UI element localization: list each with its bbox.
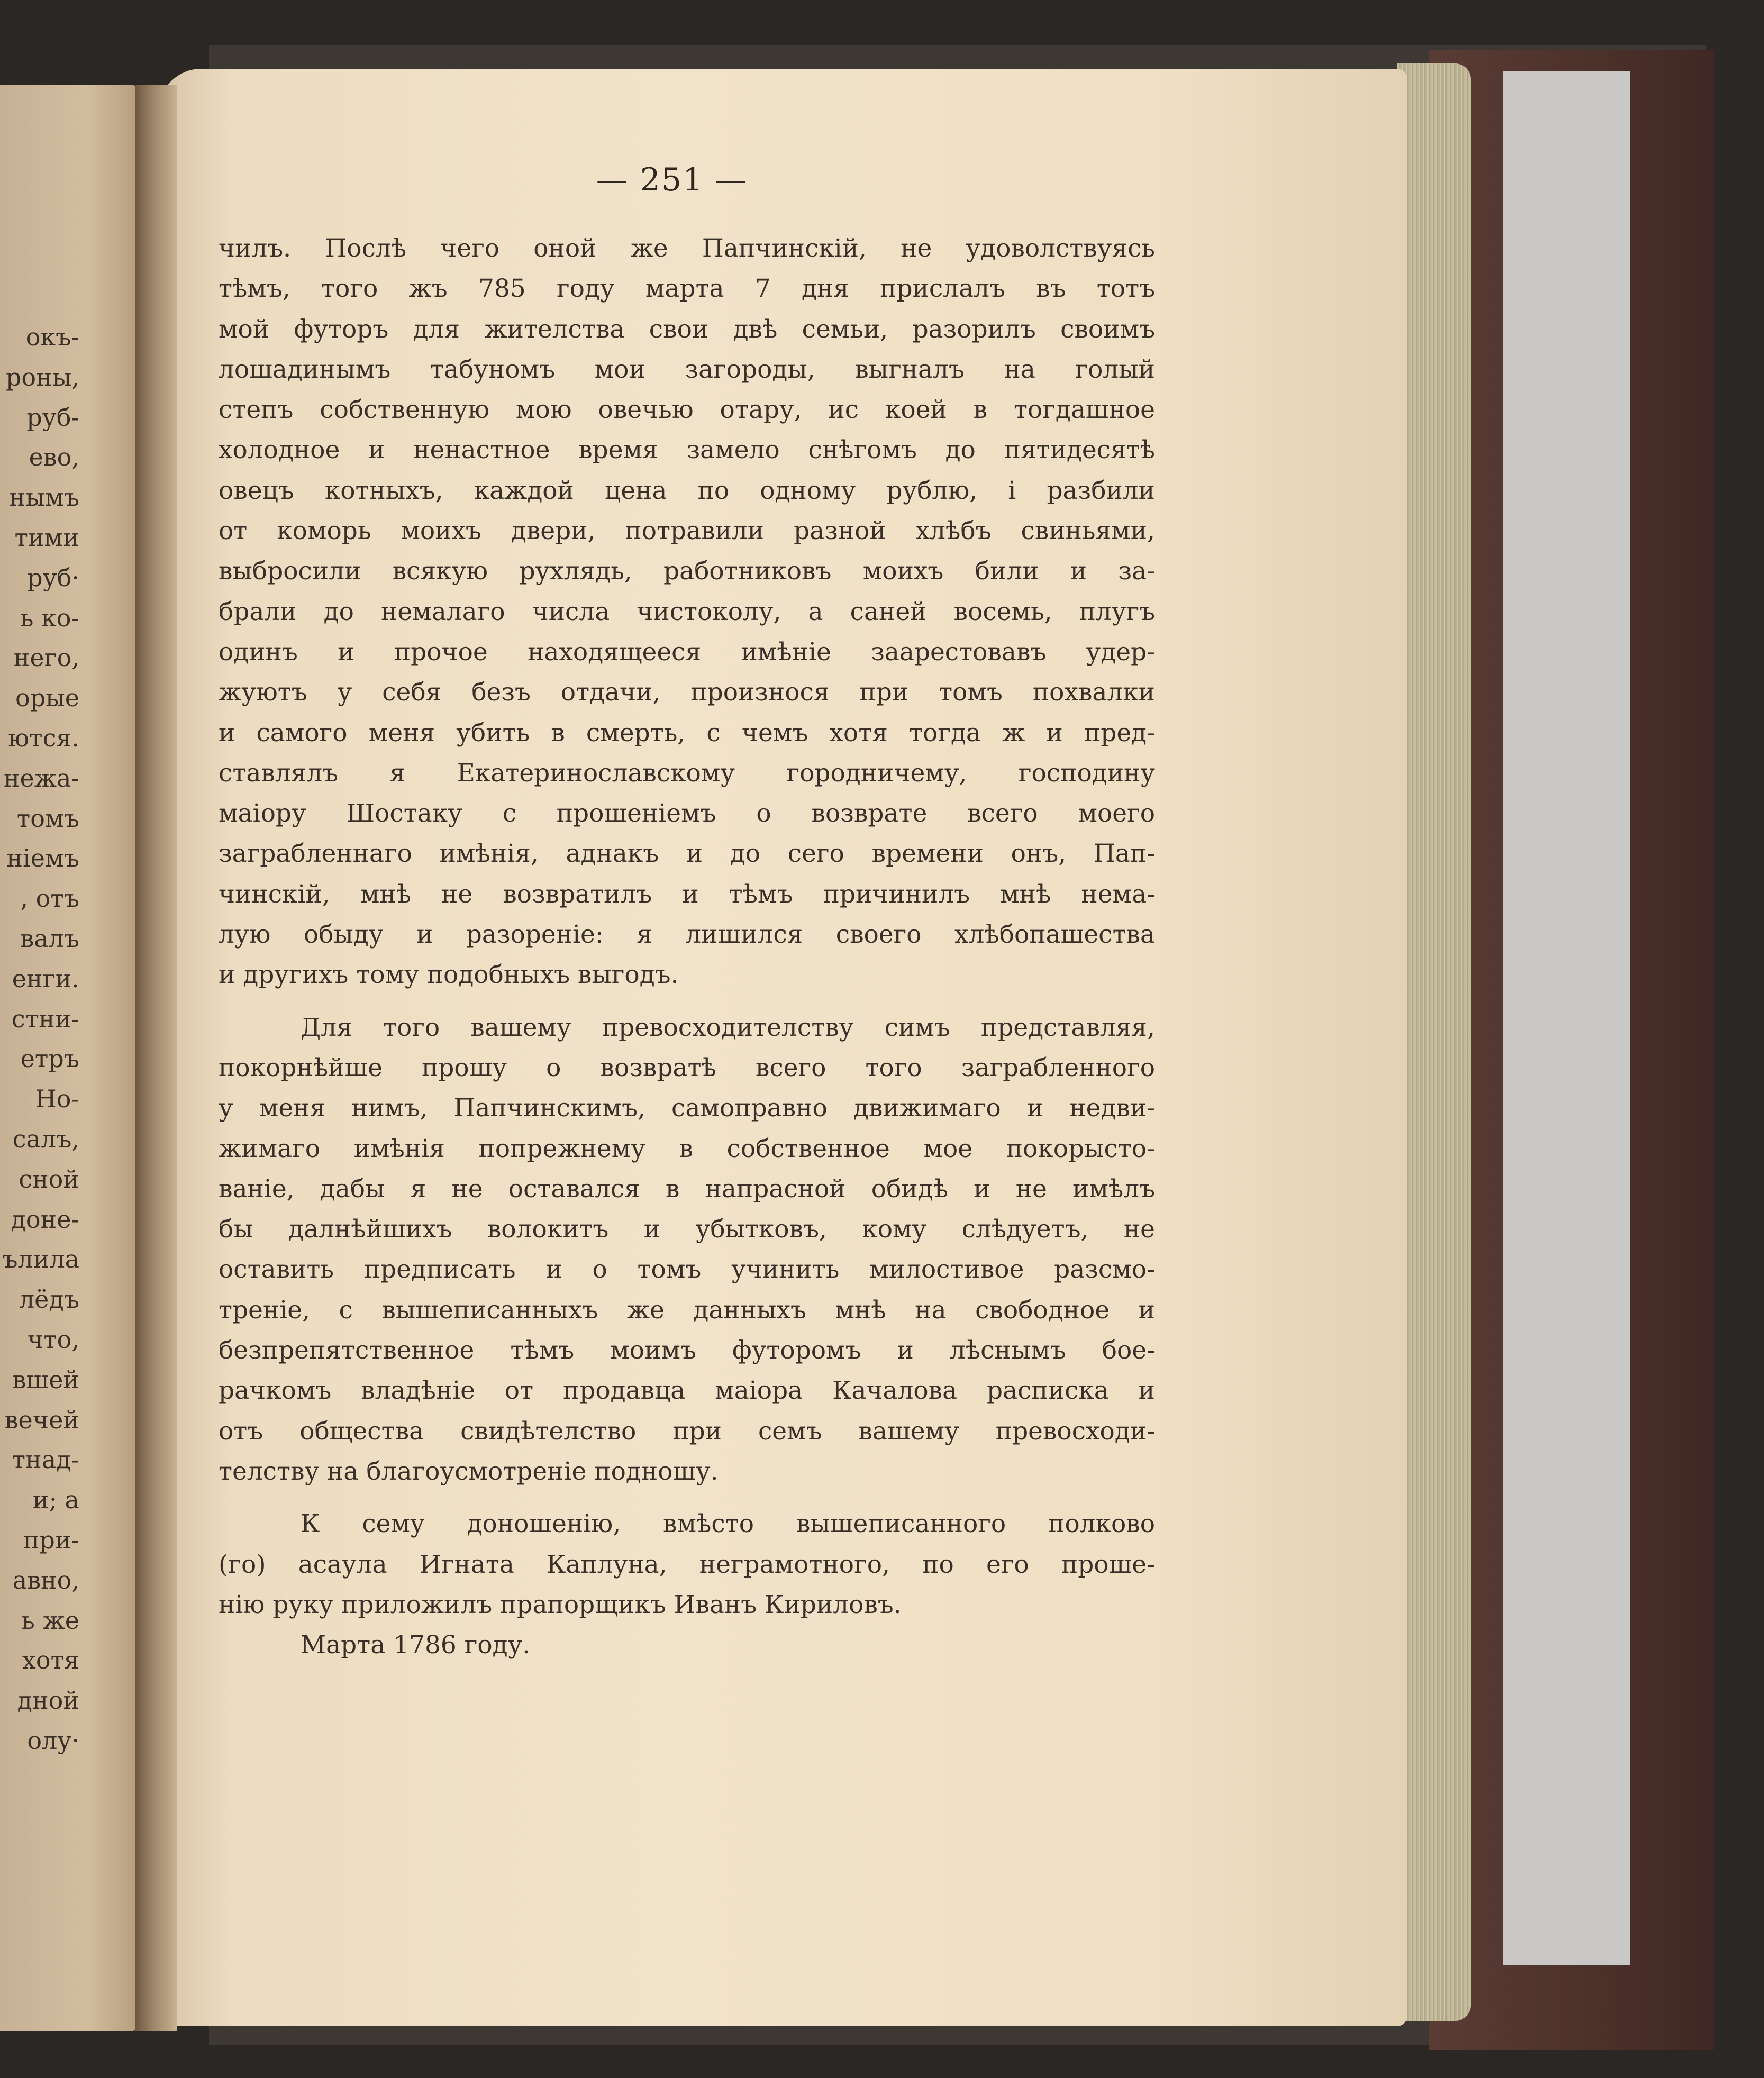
- text-line: маіору Шостаку с прошеніемъ о возврате всего моего: [219, 799, 1155, 828]
- document-body: [219, 229, 1155, 1665]
- left-page-line: валъ: [20, 924, 79, 953]
- left-page-line: тнад-: [12, 1445, 79, 1474]
- left-page-line: авно,: [12, 1565, 79, 1594]
- text-line: у меня нимъ, Папчинскимъ, самоправно движимаго и недви-: [219, 1093, 1155, 1123]
- text-line: заграбленнаго имѣнія, аднакъ и до сего времени онъ, Пап-: [219, 839, 1155, 869]
- left-page-line: вшей: [12, 1365, 79, 1394]
- text-line: выбросили всякую рухлядь, работниковъ моихъ били и за-: [219, 557, 1155, 586]
- text-line: лошадинымъ табуномъ мои загороды, выгналъ на голый: [219, 354, 1155, 384]
- text-line: нію руку приложилъ прапорщикъ Иванъ Кириловъ.: [219, 1590, 902, 1619]
- left-page-line: при-: [23, 1525, 79, 1554]
- text-line: телству на благоусмотреніе подношу.: [219, 1456, 719, 1486]
- text-line: брали до немалаго числа чистоколу, а саней восемь, плугъ: [219, 597, 1155, 626]
- left-page-line: Но-: [35, 1084, 79, 1114]
- text-line: и другихъ тому подобныхъ выгодъ.: [219, 960, 679, 990]
- text-line: от коморь моихъ двери, потравили разной хлѣбъ свиньями,: [219, 516, 1155, 546]
- blank-endpaper: [1503, 71, 1630, 1965]
- page-edges: [1397, 63, 1471, 2021]
- text-line: овецъ котныхъ, каждой цена по одному рублю, і разбили: [219, 476, 1155, 505]
- text-line: рачкомъ владѣніе от продавца маіора Качалова расписка и: [219, 1376, 1155, 1406]
- left-page-line: сной: [19, 1164, 79, 1193]
- text-line: степъ собственную мою овечью отару, ис коей в тогдашное: [219, 395, 1155, 425]
- left-page-line: олу·: [27, 1726, 79, 1755]
- left-page-line: дной: [17, 1686, 79, 1715]
- text-line: ставлялъ я Екатеринославскому городничему, господину: [219, 758, 1155, 788]
- text-line: покорнѣйше прошу о возвратѣ всего того заграбленного: [219, 1053, 1155, 1082]
- text-line: чилъ. Послѣ чего оной же Папчинскій, не удоволствуясь: [219, 234, 1155, 263]
- text-line: оставить предписать и о томъ учинить милостивое разсмо-: [219, 1255, 1155, 1284]
- left-page-line: руб-: [26, 403, 79, 432]
- text-line: и самого меня убить в смерть, с чемъ хотя тогда ж и пред-: [219, 718, 1155, 748]
- left-page-line: руб·: [27, 563, 79, 592]
- left-page-line: ево,: [29, 443, 79, 472]
- page-number: — 251 —: [596, 161, 748, 198]
- left-page-line: ніемъ: [6, 844, 79, 873]
- left-page-line: стни-: [11, 1004, 79, 1033]
- text-line: лую обыду и разореніе: я лишился своего хлѣбопашества: [219, 920, 1155, 950]
- book-gutter: [135, 85, 177, 2031]
- left-page-line: , отъ: [20, 884, 79, 913]
- text-line: мой футоръ для жителства свои двѣ семьи, разорилъ своимъ: [219, 314, 1155, 344]
- left-page-line: тими: [14, 523, 79, 552]
- left-page-line: доне-: [11, 1205, 79, 1234]
- left-page-line: ь же: [21, 1606, 79, 1635]
- text-line: холодное и ненастное время замело снѣгомъ до пятидесятѣ: [219, 435, 1155, 465]
- left-page-line: роны,: [5, 362, 79, 391]
- left-page-line: ются.: [8, 723, 79, 752]
- document-date: Марта 1786 году.: [301, 1630, 531, 1660]
- text-line: тѣмъ, того жъ 785 году марта 7 дня прислалъ въ тотъ: [219, 274, 1155, 304]
- text-line: К сему доношенію, вмѣсто вышеписанного полково: [301, 1509, 1155, 1539]
- left-page-line: нымъ: [9, 483, 79, 512]
- left-page-line: томъ: [16, 804, 79, 833]
- text-line: треніе, с вышеписанныхъ же данныхъ мнѣ на свободное и: [219, 1295, 1155, 1325]
- text-line: жуютъ у себя безъ отдачи, произнося при томъ похвалки: [219, 678, 1155, 707]
- left-page-line: салъ,: [12, 1124, 79, 1153]
- text-line: (го) асаула Игната Каплуна, неграмотного, по его проше-: [219, 1550, 1155, 1579]
- left-page-line: енги.: [12, 964, 79, 993]
- left-page-line: и; а: [32, 1485, 79, 1515]
- left-page-line: окъ-: [25, 323, 79, 351]
- text-line: ваніе, дабы я не оставался в напрасной обидѣ и не имѣлъ: [219, 1174, 1155, 1204]
- left-page-line: етръ: [20, 1044, 79, 1073]
- text-line: бы далнѣйшихъ волокитъ и убытковъ, кому слѣдуетъ, не: [219, 1215, 1155, 1244]
- left-page-text: [0, 317, 79, 1761]
- left-page-line: вечей: [4, 1405, 79, 1434]
- left-page-line: лёдъ: [19, 1285, 79, 1314]
- left-page-line: него,: [13, 643, 79, 672]
- left-page-line: что,: [27, 1325, 79, 1354]
- text-line: Для того вашему превосходителству симъ представляя,: [301, 1013, 1155, 1042]
- text-line: жимаго имѣнія попрежнему в собственное мое покорысто-: [219, 1134, 1155, 1163]
- left-page-line: хотя: [22, 1646, 79, 1675]
- text-line: безпрепятственное тѣмъ моимъ футоромъ и лѣснымъ бое-: [219, 1336, 1155, 1365]
- left-page-line: ълила: [2, 1245, 79, 1274]
- left-page-line: нежа-: [3, 763, 79, 792]
- text-line: одинъ и прочое находящееся имѣніе заарестовавъ удер-: [219, 637, 1155, 667]
- text-line: чинскій, мнѣ не возвратилъ и тѣмъ причинилъ мнѣ нема-: [219, 879, 1155, 909]
- left-page-line: орые: [15, 683, 79, 713]
- text-line: отъ общества свидѣтелство при семъ вашему превосходи-: [219, 1416, 1155, 1446]
- left-page-line: ь ко-: [20, 603, 79, 632]
